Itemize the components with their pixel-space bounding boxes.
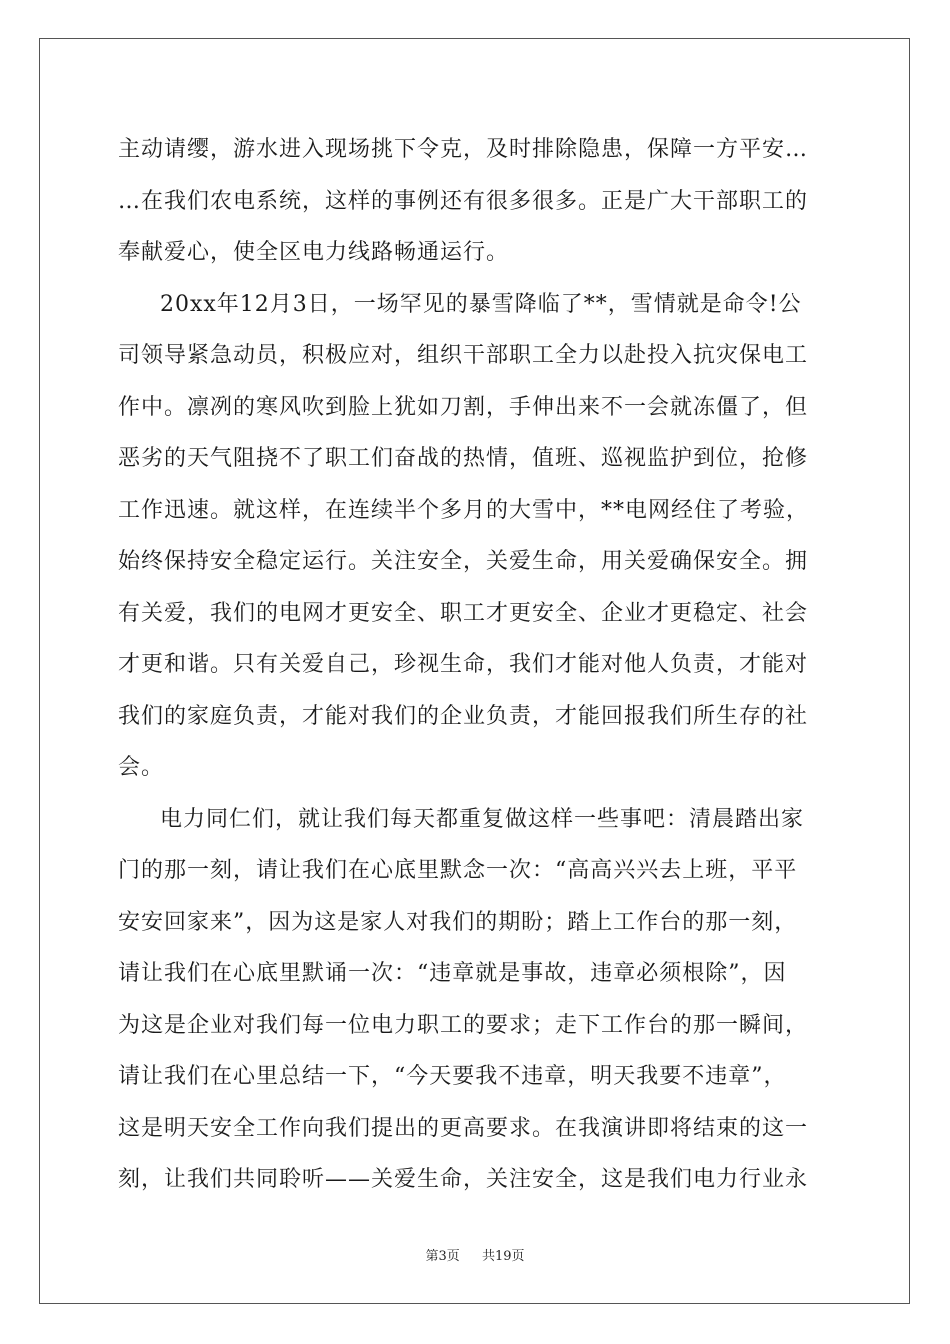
text-line: 安安回家来”，因为这是家人对我们的期盼；踏上工作台的那一刻， xyxy=(118,909,798,935)
text-line: 会。 xyxy=(118,755,165,780)
text-line: 为这是企业对我们每一位电力职工的要求；走下工作台的那一瞬间， xyxy=(118,1012,809,1038)
text-line: 奉献爱心，使全区电力线路畅通运行。 xyxy=(118,240,510,265)
document-body xyxy=(118,124,832,1206)
text-line: 请让我们在心里总结一下，“今天要我不违章，明天我要不违章”， xyxy=(118,1064,787,1089)
text-line: 我们的家庭负责，才能对我们的企业负责，才能回报我们所生存的社 xyxy=(118,703,809,729)
text-line: 请让我们在心底里默诵一次：“违章就是事故，违章必须根除”，因 xyxy=(118,961,787,986)
text-line: …在我们农电系统，这样的事例还有很多很多。正是广大干部职工的 xyxy=(118,188,809,214)
text-line: 始终保持安全稳定运行。关注安全，关爱生命，用关爱确保安全。拥 xyxy=(118,549,809,574)
page-footer xyxy=(0,1245,950,1264)
paragraph-start-line: 电力同仁们，就让我们每天都重复做这样一些事吧：清晨踏出家 xyxy=(160,806,805,832)
text-line: 司领导紧急动员，积极应对，组织干部职工全力以赴投入抗灾保电工 xyxy=(118,343,809,368)
paragraph-start-line: 20xx年12月3日，一场罕见的暴雪降临了**，雪情就是命令!公 xyxy=(160,291,802,317)
text-line: 才更和谐。只有关爱自己，珍视生命，我们才能对他人负责，才能对 xyxy=(118,652,809,677)
text-line: 主动请缨，游水进入现场挑下令克，及时排除隐患，保障一方平安… xyxy=(118,137,809,162)
text-line: 门的那一刻，请让我们在心底里默念一次：“高高兴兴去上班，平平 xyxy=(118,858,798,883)
text-line: 刻，让我们共同聆听——关爱生命，关注安全，这是我们电力行业永 xyxy=(118,1167,809,1192)
text-line: 作中。凛冽的寒风吹到脸上犹如刀割，手伸出来不一会就冻僵了，但 xyxy=(118,394,809,420)
text-line: 工作迅速。就这样，在连续半个多月的大雪中，**电网经住了考验， xyxy=(118,497,810,523)
page-total: 共19页 xyxy=(482,1249,525,1264)
text-line: 有关爱，我们的电网才更安全、职工才更安全、企业才更稳定、社会 xyxy=(118,600,809,626)
text-line: 恶劣的天气阻挠不了职工们奋战的热情，值班、巡视监护到位，抢修 xyxy=(118,446,809,471)
page-number: 第3页 xyxy=(425,1249,460,1264)
text-line: 这是明天安全工作向我们提出的更高要求。在我演讲即将结束的这一 xyxy=(118,1115,809,1141)
